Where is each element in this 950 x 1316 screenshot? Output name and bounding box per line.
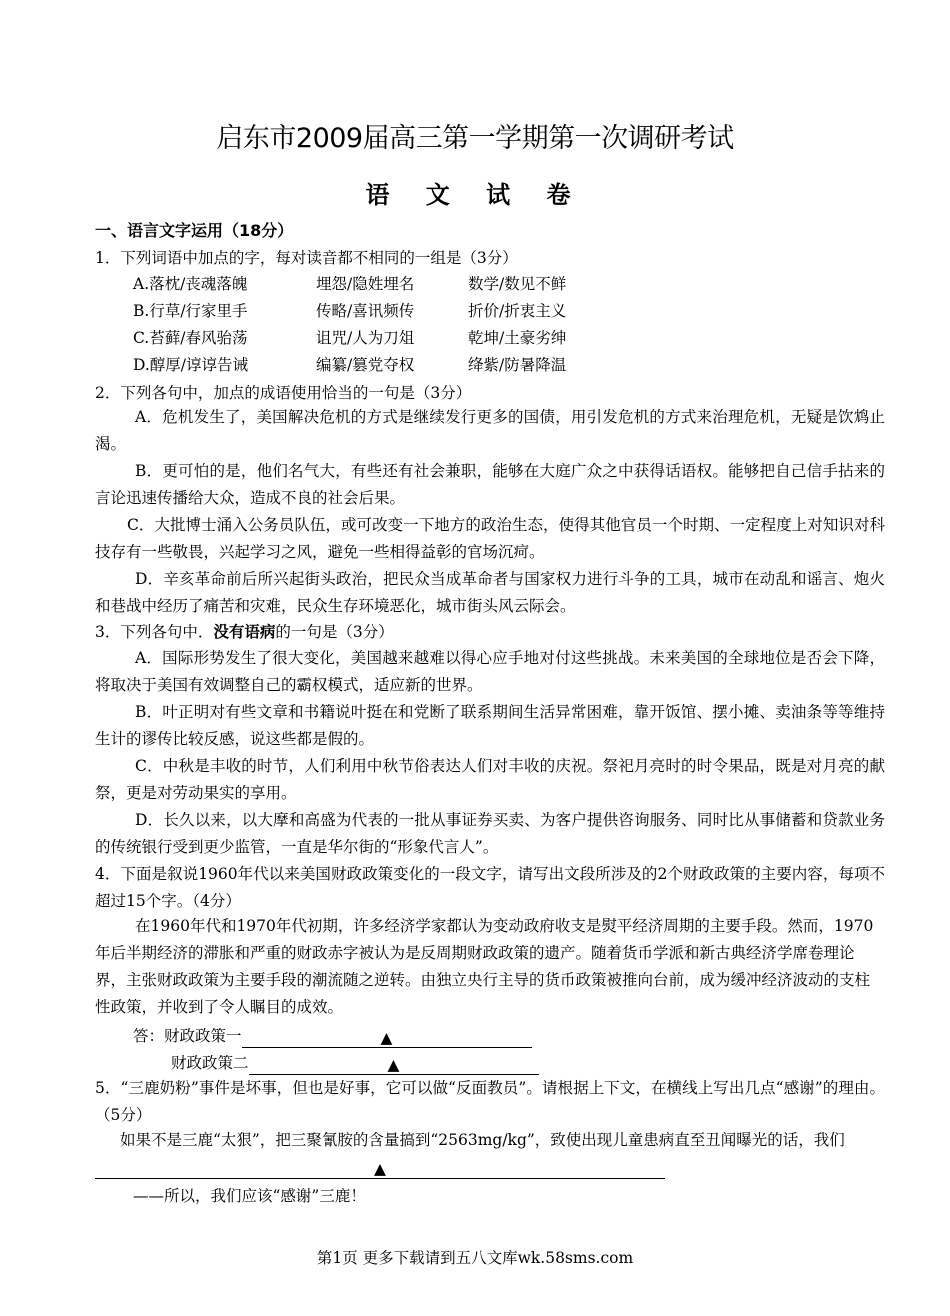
q3-option-b: B．叶正明对有些文章和书籍说叶挺在和党断了联系期间生活异常困难，靠开饭馆、摆小摊、卖油条等等维持生计的谬传比较反感，说这些都是假的。: [95, 703, 885, 748]
q2-option-a: A．危机发生了，美国解决危机的方式是继续发行更多的国债，用引发危机的方式来治理危机，无疑是饮鸩止渴。: [95, 408, 885, 453]
q1-option-d-3: 绛紫/防暑降温: [468, 356, 567, 374]
q4-answer-2-blank[interactable]: [249, 1056, 539, 1075]
q1-option-a-3: 数学/数见不鲜: [468, 275, 567, 293]
q4-answer-1: 答：财政政策一 ▲: [133, 1024, 532, 1046]
q1-option-d-2: 编纂/篡党夺权: [316, 356, 415, 374]
question-3-stem: 3．下列各句中．没有语病的一句是（3分）: [95, 622, 394, 641]
q1-option-b-3: 折价/折衷主义: [468, 302, 567, 320]
q1-option-b-1: B.行草/行家里手: [133, 302, 248, 320]
q4-passage: 在1960年代和1970年代初期，许多经济学家都认为变动政府收支是熨平经济周期的主要手段。然而，1970年后半期经济的滞胀和严重的财政赤字被认为是反周期财政政策的遗产。随着货币学派和新古典经济学席卷理论界，主张财政政策为主要手段的潮流随之逆转。由独立央行主导的货币政策被推向台前，成为缓冲经济波动的支柱性政策，并收到了令人瞩目的成效。: [95, 917, 874, 1016]
question-4-stem: 4．下面是叙说1960年代以来美国财政政策变化的一段文字，请写出文段所涉及的2个财政政策的主要内容，每项不超过15个字。（4分）: [95, 865, 885, 910]
q5-answer-blank[interactable]: [95, 1160, 665, 1179]
page-footer: 第1页 更多下载请到五八文库wk.58sms.com: [316, 1249, 634, 1267]
answer-marker-icon: ▲: [374, 1160, 386, 1178]
q1-option-c-1: C.苔藓/春风骀荡: [133, 329, 248, 347]
question-5-stem: 5．“三鹿奶粉”事件是坏事，但也是好事，它可以做“反面教员”。请根据上下文，在横线上写出几点“感谢”的理由。（5分）: [95, 1079, 885, 1124]
q3-emphasis: 没有语病: [213, 622, 276, 641]
q3-option-d: D．长久以来，以大摩和高盛为代表的一批从事证券买卖、为客户提供咨询服务、同时比从事储蓄和贷款业务的传统银行受到更少监管，一直是华尔街的“形象代言人”。: [95, 811, 885, 856]
answer-marker-icon: ▲: [387, 1056, 400, 1074]
q1-option-d-1: D.醇厚/谆谆告诫: [133, 356, 249, 374]
q2-option-c: C．大批博士涌入公务员队伍，或可改变一下地方的政治生态，使得其他官员一个时期、一定程度上对知识对科技存有一些敬畏，兴起学习之风，避免一些相得益彰的官场沉疴。: [95, 516, 885, 561]
question-1-stem: 1．下列词语中加点的字，每对读音都不相同的一组是（3分）: [95, 249, 518, 267]
question-2-stem: 2．下列各句中，加点的成语使用恰当的一句是（3分）: [95, 384, 472, 402]
q2-option-b: B．更可怕的是，他们名气大，有些还有社会兼职，能够在大庭广众之中获得话语权。能够把自己信手拈来的言论迅速传播给大众，造成不良的社会后果。: [95, 462, 885, 507]
q4-answer-1-blank[interactable]: [242, 1029, 532, 1048]
exam-subtitle: 语 文 试 卷: [365, 180, 585, 209]
q1-option-a-2: 埋怨/隐姓埋名: [316, 275, 415, 293]
q3-option-c: C．中秋是丰收的时节，人们利用中秋节俗表达人们对丰收的庆祝。祭祀月亮时的时令果品，既是对月亮的献祭，更是对劳动果实的享用。: [95, 757, 885, 802]
q5-closing: ——所以，我们应该“感谢”三鹿！: [133, 1187, 366, 1205]
q2-option-d: D．辛亥革命前后所兴起街头政治，把民众当成革命者与国家权力进行斗争的工具，城市在动乱和谣言、炮火和巷战中经历了痛苦和灾难，民众生存环境恶化，城市街头风云际会。: [95, 570, 885, 615]
q1-option-b-2: 传略/喜讯频传: [316, 302, 415, 320]
q1-option-c-3: 乾坤/土豪劣绅: [468, 329, 567, 347]
q1-option-c-2: 诅咒/人为刀俎: [316, 329, 415, 347]
exam-title: 启东市2009届高三第一学期第一次调研考试: [216, 123, 734, 154]
q4-answer-2: 财政政策二 ▲: [171, 1051, 539, 1073]
answer-marker-icon: ▲: [380, 1029, 393, 1047]
q3-option-a: A．国际形势发生了很大变化，美国越来越难以得心应手地对付这些挑战。未来美国的全球地位是否会下降，将取决于美国有效调整自己的霸权模式，适应新的世界。: [95, 649, 885, 694]
q1-option-a-1: A.落枕/丧魂落魄: [133, 275, 248, 293]
section-heading: 一、语言文字运用（18分）: [95, 221, 294, 240]
q5-passage: 如果不是三鹿“太狠”，把三聚氰胺的含量搞到“2563mg/kg”，致使出现儿童患病直至丑闻曝光的话，我们▲: [95, 1127, 885, 1181]
